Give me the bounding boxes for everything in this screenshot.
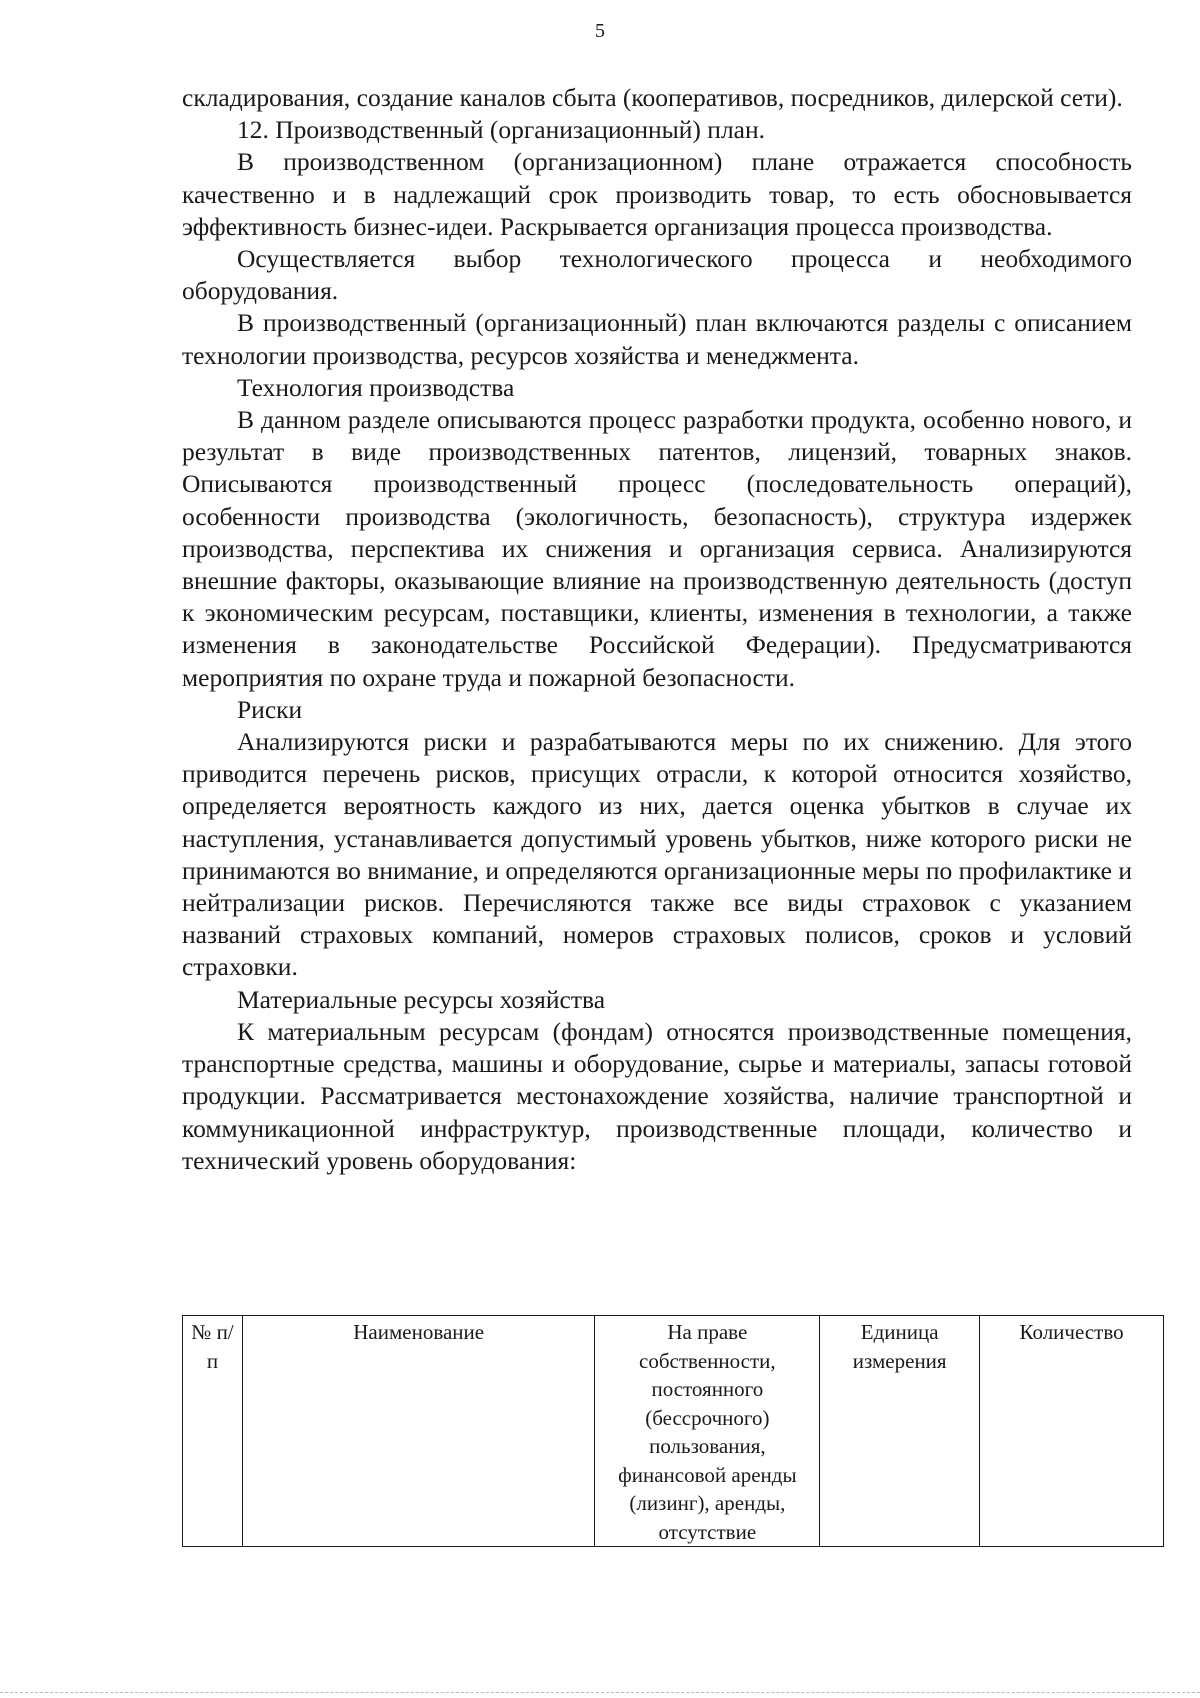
paragraph-plan-sections: В производственный (организационный) план включаются разделы с описанием технологии производства, ресурсов хозяйства и менеджмента.: [182, 308, 1132, 370]
header-number: № п/п: [183, 1316, 243, 1547]
section-heading-technology: Технология производства: [237, 372, 515, 402]
header-quantity: Количество: [980, 1316, 1164, 1547]
paragraph-material-resources: К материальным ресурсам (фондам) относятся производственные помещения, транспортные средства, машины и оборудование, сырье и материалы, запасы готовой продукции. Рассматривается местонахождение хозяйства, наличие транспортной и коммуникационной инфраструктур, производственные площади, количество и технический уровень оборудования:: [182, 1016, 1132, 1175]
section-heading-risks: Риски: [237, 694, 303, 724]
paragraph-risks: Анализируются риски и разрабатываются меры по их снижению. Для этого приводится перечень рисков, присущих отрасли, к которой относится хозяйство, определяется вероятность каждого из них, дается оценка убытков в случае их наступления, устанавливается допустимый уровень убытков, ниже которого риски не принимаются во внимание, и определяются организационные меры по профилактике и нейтрализации рисков. Перечисляются также все виды страховок с указанием названий страховых компаний, номеров страховых полисов, сроков и условий страховки.: [182, 727, 1132, 982]
section-heading-material-resources: Материальные ресурсы хозяйства: [237, 984, 606, 1014]
paragraph-technology-choice: Осуществляется выбор технологического процесса и необходимого оборудования.: [182, 244, 1132, 306]
bottom-scan-line: [0, 1692, 1200, 1693]
paragraph-continuation: складирования, создание каналов сбыта (кооперативов, посредников, дилерской сети).: [182, 83, 1123, 112]
header-name: Наименование: [242, 1316, 595, 1547]
material-resources-table: [182, 1315, 1164, 1547]
paragraph-production-plan: В производственном (организационном) плане отражается способность качественно и в надлежащий срок производить товар, то есть обосновывается эффективность бизнес-идеи. Раскрывается организация процесса производства.: [182, 147, 1132, 241]
table-header-row: [183, 1316, 1164, 1547]
paragraph-technology: В данном разделе описываются процесс разработки продукта, особенно нового, и результат в виде производственных патентов, лицензий, товарных знаков. Описываются производственный процесс (последовательность операций), особенности производства (экологичность, безопасность), структура издержек производства, перспектива их снижения и организация сервиса. Анализируются внешние факторы, оказывающие влияние на производственную деятельность (доступ к экономическим ресурсам, поставщики, клиенты, изменения в технологии, а также изменения в законодательстве Российской Федерации). Предусматриваются мероприятия по охране труда и пожарной безопасности.: [182, 405, 1132, 692]
section-heading-production-plan: 12. Производственный (организационный) план.: [237, 115, 766, 145]
header-ownership: На праве собственности, постоянного (бессрочного) пользования, финансовой аренды (лизинг), аренды, отсутствие: [595, 1316, 820, 1547]
page-number: 5: [595, 20, 605, 42]
document-body: [182, 82, 1132, 1177]
header-unit: Единица измерения: [820, 1316, 980, 1547]
